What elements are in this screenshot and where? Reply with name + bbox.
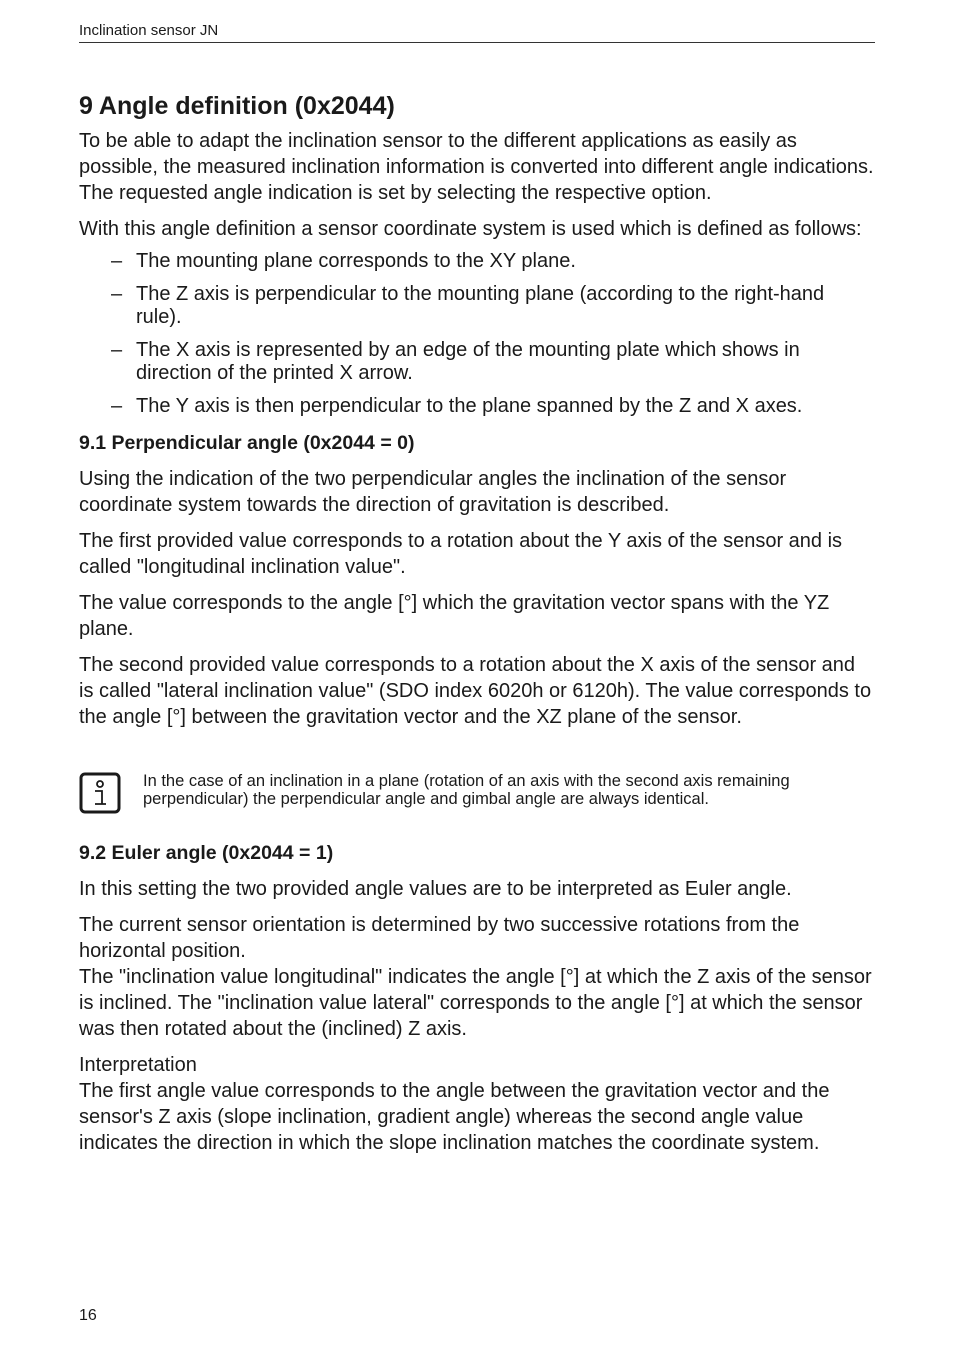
list-item: – The mounting plane corresponds to the XY plane. xyxy=(111,250,576,272)
page-number: 16 xyxy=(79,1307,97,1324)
section-9-2-paragraph-3: Interpretation The first angle value corresponds to the angle between the gravitation vector and the sensor's Z axis (slope inclination, gradient angle) whereas the second angle value indicates the direction in which the slope inclination matches the coordinate system. xyxy=(79,1054,830,1154)
section-9-2-paragraph-1: In this setting the two provided angle values are to be interpreted as Euler angle. xyxy=(79,878,792,900)
interpretation-label: Interpretation xyxy=(79,1054,197,1076)
coordinate-system-list xyxy=(79,250,875,418)
list-item: – The Z axis is perpendicular to the mounting plane (according to the right-hand rule). xyxy=(111,283,825,328)
list-item: – The Y axis is then perpendicular to the plane spanned by the Z and X axes. xyxy=(111,395,803,417)
section-9-1-paragraph-3: The value corresponds to the angle [°] which the gravitation vector spans with the YZ plane. xyxy=(79,592,830,640)
section-9-2-heading: 9.2 Euler angle (0x2044 = 1) xyxy=(79,842,334,864)
section-9-paragraph-1: To be able to adapt the inclination sensor to the different applications as easily as possible, the measured inclination information is converted into different angle indications. The requested angle indication is set by selecting the respective option. xyxy=(79,130,874,204)
section-9-heading: 9 Angle definition (0x2044) xyxy=(79,92,395,120)
section-9-paragraph-2: With this angle definition a sensor coordinate system is used which is defined as follows: xyxy=(79,218,862,240)
list-item: – The X axis is represented by an edge of the mounting plate which shows in direction of the printed X arrow. xyxy=(111,339,800,384)
info-note-text: In the case of an inclination in a plane (rotation of an axis with the second axis remaining perpendicular) the perpendicular angle and gimbal angle are always identical. xyxy=(143,772,790,808)
page-content xyxy=(79,90,875,1166)
section-9-1-heading: 9.1 Perpendicular angle (0x2044 = 0) xyxy=(79,432,415,454)
info-note xyxy=(79,772,875,818)
header-title: Inclination sensor JN xyxy=(79,22,219,39)
page-header xyxy=(79,22,875,43)
info-icon xyxy=(79,772,121,814)
section-9-1-paragraph-4: The second provided value corresponds to a rotation about the X axis of the sensor and is called "lateral inclination value" (SDO index 6020h or 6120h). The value corresponds to the angle [°] between the gravitation vector and the XZ plane of the sensor. xyxy=(79,654,872,728)
section-9-1-paragraph-2: The first provided value corresponds to a rotation about the Y axis of the sensor and is called "longitudinal inclination value". xyxy=(79,530,843,578)
section-9-1-paragraph-1: Using the indication of the two perpendicular angles the inclination of the sensor coordinate system towards the direction of gravitation is described. xyxy=(79,468,787,516)
section-9-2-paragraph-2: The current sensor orientation is determined by two successive rotations from the horizontal position. The "inclination value longitudinal" indicates the angle [°] at which the Z axis of the sensor is inclined. The "inclination value lateral" corresponds to the angle [°] at which the sensor was then rotated about the (inclined) Z axis. xyxy=(79,914,872,1040)
